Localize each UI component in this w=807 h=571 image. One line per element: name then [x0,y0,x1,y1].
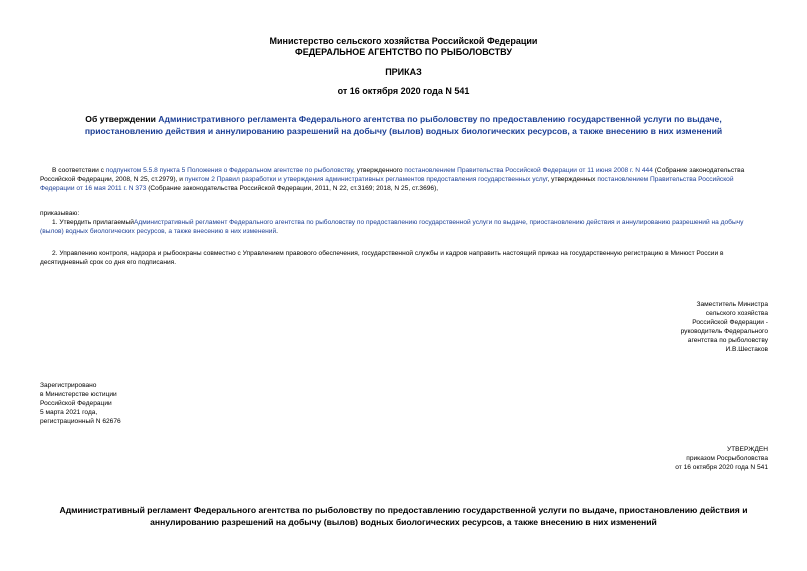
title-regulation-link[interactable]: Административного регламента Федерального агентства по рыболовству по предоставлению государственной услуги по выдаче, приостановлению действия и аннулированию разрешений на добычу (вылов) водных биологических ресурсов, а также внесению в них изменений [84,114,723,136]
document-type: ПРИКАЗ [385,67,422,77]
preamble-link-2[interactable]: постановлением Правительства Российской Федерации от 11 июня 2008 г. N 444 [404,167,653,174]
item1-suffix: . [276,228,278,235]
preamble-link-1[interactable]: подпунктом 5.5.8 пункта 5 Положения о Федеральном агентстве по рыболовству [105,167,354,174]
document-header [0,36,807,58]
order-word: приказываю: [40,210,80,217]
item1-regulation-link[interactable]: Административный регламент Федерального агентства по рыболовству по предоставлению государственной услуги по выдаче, приостановлению действия и аннулированию разрешений на добычу (вылов) водных биологических ресурсов, а также внесению в них изменений [40,219,744,235]
order-item-2: 2. Управлению контроля, надзора и рыбоохраны совместно с Управлением правового обеспечения, государственной службы и кадров направить настоящий приказ на государственную регистрацию в Минюст России в десятидневный срок со дня его подписания. [40,250,724,266]
preamble-text-4: , утвержденных [547,176,598,183]
ministry-name: Министерство сельского хозяйства Российской Федерации [269,36,538,46]
document-date: от 16 октября 2020 года N 541 [337,86,470,96]
preamble-link-3[interactable]: пунктом 2 Правил разработки и утверждения административных регламентов предоставления государственных услуг [184,176,548,183]
agency-name: ФЕДЕРАЛЬНОЕ АГЕНТСТВО ПО РЫБОЛОВСТВУ [295,47,512,57]
preamble-text-3: (Собрание законодательства Российской Федерации, 2008, N 25, ст.2979), и [40,167,745,183]
item1-prefix: 1. Утвердить прилагаемый [52,219,134,226]
preamble-link-4[interactable]: постановлением Правительства Российской Федерации от 16 мая 2011 г. N 373 [40,176,734,192]
title-prefix: Об утверждении [85,114,159,124]
document-title [48,113,759,137]
preamble-paragraph [40,166,768,193]
preamble-text-5: (Собрание законодательства Российской Федерации, 2011, N 22, ст.3169; 2018, N 25, ст.3696), [146,185,439,192]
preamble-text-2: , утвержденного [353,167,405,174]
preamble-text-1: В соответствии с [52,167,106,174]
regulation-title: Административный регламент Федерального агентства по рыболовству по предоставлению государственной услуги по выдаче, приостановлению действия и аннулированию разрешений на добычу (вылов) водных биологических ресурсов, а также внесению в них изменений [59,505,748,527]
signature-block: Заместитель Министра сельского хозяйства Российской Федерации - руководитель Федерального агентства по рыболовству И.В.Шестаков [680,301,768,353]
registration-block: Зарегистрировано в Министерстве юстиции Российской Федерации 5 марта 2021 года, регистрационный N 62676 [40,382,121,425]
order-item-1 [40,218,768,236]
approved-stamp: УТВЕРЖДЕН приказом Росрыболовства от 16 октября 2020 года N 541 [675,446,768,471]
